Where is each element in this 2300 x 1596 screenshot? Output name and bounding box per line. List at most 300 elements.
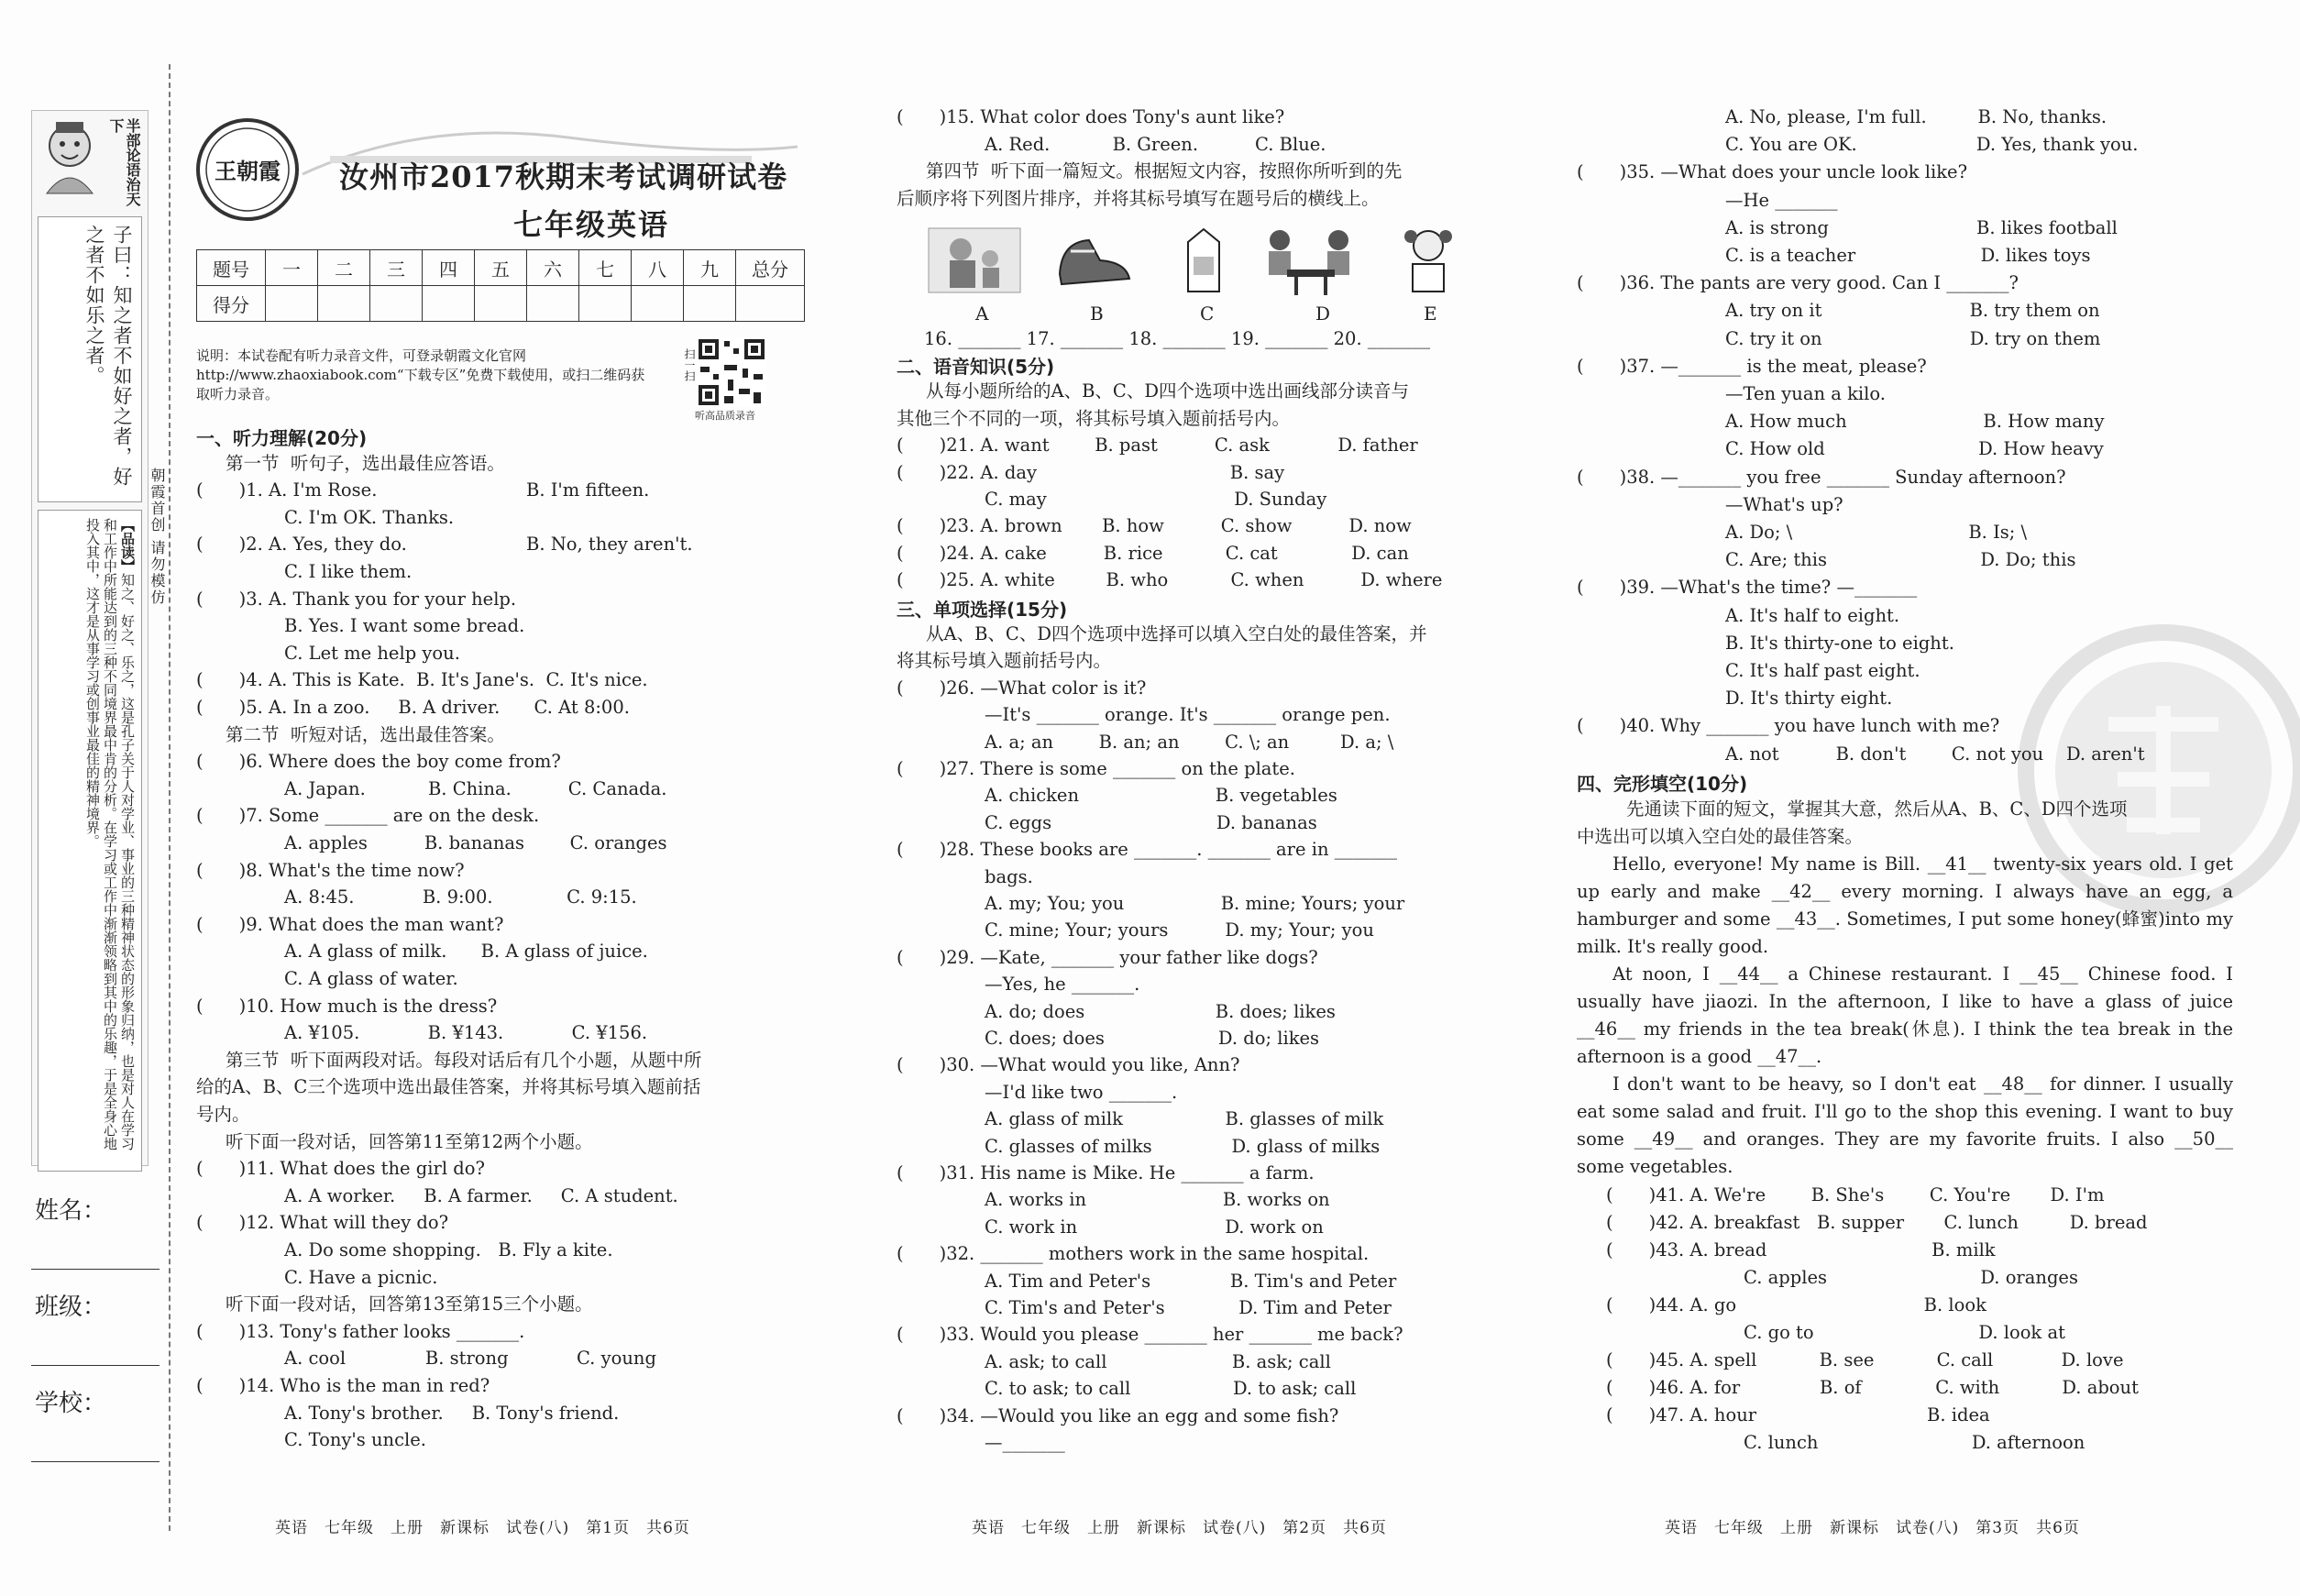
text-line (1626, 797, 2127, 821)
question-line[interactable] (1606, 1210, 2148, 1235)
line-text: ( )1. A. I'm Rose. (196, 479, 378, 501)
text-line (284, 1265, 437, 1290)
line-text: A. apples B. bananas C. oranges (284, 832, 667, 853)
class-label: 班级： (35, 1293, 107, 1321)
line-text: ( )38. —_______ you free _______ Sunday afternoon? (1577, 466, 2066, 488)
line-text: ( )10. How much is the dress? (196, 995, 498, 1017)
picture-label: A (975, 303, 989, 325)
page3-footer: 英语 七年级 上册 新课标 试卷(八) 第3页 共6页 (1665, 1519, 2080, 1537)
text-line (985, 864, 1033, 889)
line-text: C. How old D. How heavy (1725, 438, 2104, 460)
score-cell[interactable] (423, 286, 475, 322)
score-header-row (197, 250, 805, 286)
line-text: ( )47. A. hour B. idea (1606, 1404, 1990, 1425)
line-text: A. Red. B. Green. C. Blue. (985, 133, 1326, 155)
line-text: A. works in B. works on (985, 1189, 1330, 1211)
question-line[interactable] (897, 541, 1409, 566)
question-line[interactable] (897, 513, 1412, 538)
line-text: C. Tim's and Peter's D. Tim and Peter (985, 1297, 1392, 1318)
line-text: C. glasses of milks D. glass of milks (985, 1135, 1381, 1157)
text-line (1725, 326, 2100, 351)
question-line[interactable] (897, 945, 1318, 970)
line-text: 三、单项选择(15分) (897, 598, 1068, 621)
line-text: A. my; You; you B. mine; Yours; your (985, 893, 1405, 914)
picture-row (924, 224, 1511, 325)
text-line (897, 186, 1380, 211)
text-line (284, 613, 524, 638)
line-text: 后顺序将下列图片排序，并将其标号填写在题号后的横线上。 (897, 187, 1380, 209)
line-text: C. lunch D. afternoon (1744, 1432, 2085, 1453)
line-text: 其他三个不同的一项，将其标号填入题前括号内。 (897, 407, 1291, 429)
question-line[interactable] (897, 837, 1397, 862)
line-text: A. How much B. How many (1725, 411, 2105, 433)
section-heading (196, 424, 367, 450)
text-line (985, 783, 1337, 808)
line-text: C. Tony's uncle. (284, 1429, 427, 1451)
line-text: ( )12. What will they do? (196, 1212, 449, 1234)
line-text: ( )37. —_______ is the meat, please? (1577, 355, 1927, 377)
line-text: ( )34. —Would you like an egg and some fish? (897, 1404, 1339, 1426)
text-line (985, 999, 1336, 1024)
score-header-cell: 五 (475, 250, 527, 286)
question-line[interactable] (196, 587, 516, 611)
score-header-cell: 四 (423, 250, 475, 286)
line-text: C. I'm OK. Thanks. (284, 506, 455, 528)
line-text: 四、完形填空(10分) (1577, 772, 1748, 795)
line-text: —Ten yuan a kilo. (1725, 383, 1886, 404)
line-text: ( )8. What's the time now? (196, 859, 465, 881)
text-line (985, 132, 1326, 157)
line-text: A. A glass of milk. B. A glass of juice. (284, 941, 648, 963)
line-text: —It's _______ orange. It's _______ orange pen. (985, 704, 1391, 726)
line-text: ( )28. These books are _______. _______ are in _______ (897, 839, 1397, 861)
text-line (1744, 1430, 2085, 1455)
line-text: 第二节 听短对话，选出最佳答案。 (226, 723, 505, 745)
question-line[interactable] (1606, 1183, 2104, 1207)
text-line (284, 966, 458, 991)
question-line[interactable] (1606, 1293, 1986, 1317)
text-line (1725, 409, 2104, 434)
line-text: A. 8:45. B. 9:00. C. 9:15. (284, 886, 637, 908)
line-text: A. is strong B. likes football (1725, 216, 2118, 238)
question-line[interactable] (196, 1373, 490, 1398)
text-line (897, 406, 1290, 431)
line-text: C. mine; Your; yours D. my; Your; you (985, 919, 1374, 941)
picture-order-blanks[interactable]: 16. _______ 17. _______ 18. _______ 19. _______ 20. _______ (924, 328, 1431, 349)
text-line (985, 1187, 1330, 1212)
line-text: ( )35. —What does your uncle look like? (1577, 161, 1968, 183)
question-line[interactable] (196, 858, 465, 883)
milk-carton-picture-icon (1172, 224, 1236, 297)
line-text: C. to ask; to call D. to ask; call (985, 1378, 1357, 1400)
line-text: C. work in D. work on (985, 1216, 1324, 1238)
line-text: —_______ (985, 1432, 1065, 1453)
question-line[interactable] (1577, 465, 2066, 490)
question-line[interactable] (1577, 270, 2019, 295)
line-text: C. I like them. (284, 561, 413, 582)
line-text: A. Tim and Peter's B. Tim's and Peter (985, 1270, 1397, 1292)
question-line[interactable] (196, 667, 648, 692)
question-line[interactable] (897, 460, 1284, 485)
line-text: 中选出可以填入空白处的最佳答案。 (1577, 826, 1864, 848)
text-line (985, 1134, 1380, 1159)
text-line (1725, 686, 1892, 710)
question-line[interactable] (897, 1322, 1403, 1347)
line-text: —What's up? (1725, 493, 1843, 515)
pindu-label: 【品读】 (119, 518, 136, 573)
cloze-passage-p1: Hello, everyone! My name is Bill. __41__ twenty-six years old. I get up early and make __42__ every morning. I always have an egg, a hamburger and some __43__. Sometimes, I put some honey(蜂蜜)into my milk. It's really good. (1577, 853, 2233, 957)
line-text: 将其标号填入题前括号内。 (897, 650, 1112, 672)
school-label: 学校： (35, 1390, 107, 1417)
line-text: C. may D. Sunday (985, 489, 1327, 510)
line-text: 听下面一段对话，回答第11至第12两个小题。 (226, 1130, 593, 1152)
option-b-text: B. No, they aren't. (526, 534, 693, 556)
line-text: C. Have a picnic. (284, 1266, 438, 1288)
score-cell[interactable] (579, 286, 632, 322)
text-line (985, 891, 1404, 916)
line-text: 先通读下面的短文，掌握其大意，然后从A、B、C、D四个选项 (1626, 798, 2128, 820)
section-heading (897, 595, 1067, 622)
picture-label: B (1090, 303, 1104, 325)
text-line (897, 648, 1111, 673)
line-text: C. eggs D. bananas (985, 811, 1317, 833)
text-line (284, 1183, 678, 1208)
question-line[interactable] (897, 1241, 1369, 1266)
page-1 (0, 0, 871, 1596)
line-text: B. Yes. I want some bread. (284, 615, 525, 637)
score-cell[interactable] (475, 286, 527, 322)
line-text: 一、听力理解(20分) (196, 427, 368, 449)
line-text: ( )44. A. go B. look (1606, 1294, 1986, 1315)
line-text: C. It's half past eight. (1725, 660, 1920, 681)
copyright-strip: 朝霞首创 请勿模仿 (149, 468, 166, 607)
qr-subcaption: 听高品质录音 (695, 410, 755, 422)
question-line[interactable] (897, 105, 1284, 129)
line-text: ( )27. There is some _______ on the plate. (897, 758, 1296, 779)
score-cell[interactable] (266, 286, 318, 322)
question-line[interactable] (1606, 1348, 2123, 1372)
text-line (1725, 631, 1954, 655)
text-line (1725, 132, 2138, 157)
text-line (926, 622, 1426, 646)
line-text: 听下面一段对话，回答第13至第15三个小题。 (226, 1293, 593, 1315)
line-text: A. do; does B. does; likes (985, 1000, 1336, 1022)
option-b-text: B. I'm fifteen. (526, 479, 650, 501)
score-cell[interactable] (684, 286, 736, 322)
question-line[interactable] (196, 695, 630, 720)
text-line (985, 1430, 1065, 1455)
score-table (196, 249, 805, 322)
exam-subject: 七年级英语 (513, 207, 670, 242)
line-text: bags. (985, 865, 1033, 887)
line-text: ( )40. Why _______ you have lunch with me? (1577, 715, 2000, 737)
picture-label: D (1315, 303, 1331, 325)
line-text: A. glass of milk B. glasses of milk (985, 1108, 1384, 1130)
score-header-cell: 八 (632, 250, 684, 286)
line-text: C. go to D. look at (1744, 1322, 2065, 1343)
line-text: ( )3. A. Thank you for your help. (196, 588, 517, 610)
cloze-passage-p2: At noon, I __44__ a Chinese restaurant. I __45__ Chinese food. I usually have jiaozi. In the afternoon, I like to have a glass of juice __46__ my friends in the tea break(休息). I think the tea break in the afternoon is a good __47__. (1577, 963, 2233, 1067)
text-line (985, 918, 1374, 942)
line-text: ( )25. A. white B. who C. when D. where (897, 569, 1443, 591)
question-line[interactable] (897, 1403, 1338, 1428)
line-text: C. does; does D. do; likes (985, 1028, 1320, 1049)
score-header-cell: 九 (684, 250, 736, 286)
line-text: ( )24. A. cake B. rice C. cat D. can (897, 542, 1409, 564)
line-text: ( )13. Tony's father looks _______. (196, 1320, 525, 1342)
section-heading (1577, 769, 1747, 796)
line-text: A. try on it B. try them on (1725, 300, 2100, 322)
line-text: 第三节 听下面两段对话。每段对话后有几个小题，从题中所 (226, 1049, 702, 1071)
sidebar-logo-text: 半部论语治天下 (107, 118, 141, 206)
score-header-cell: 三 (370, 250, 423, 286)
line-text: B. It's thirty-one to eight. (1725, 632, 1954, 654)
text-line (226, 451, 505, 476)
text-line (284, 505, 454, 530)
line-text: A. No, please, I'm full. B. No, thanks. (1725, 106, 2107, 127)
line-text: 第一节 听句子，选出最佳应答语。 (226, 452, 505, 474)
line-text: ( )31. His name is Mike. He _______ a farm. (897, 1162, 1315, 1183)
line-text: C. Are; this D. Do; this (1725, 549, 2076, 571)
line-text: A. ¥105. B. ¥143. C. ¥156. (284, 1022, 648, 1044)
line-text: ( )32. _______ mothers work in the same hospital. (897, 1243, 1370, 1265)
picture-label: E (1424, 303, 1437, 325)
line-text: ( )2. A. Yes, they do. (196, 534, 407, 556)
section-heading (897, 352, 1054, 379)
text-line (985, 702, 1391, 727)
line-text: ( )46. A. for B. of C. with D. about (1606, 1377, 2139, 1398)
score-cell[interactable] (370, 286, 423, 322)
text-line (1725, 243, 2091, 268)
line-text: A. Do some shopping. B. Fly a kite. (284, 1239, 613, 1260)
score-header-cell: 七 (579, 250, 632, 286)
line-text: ( )11. What does the girl do? (196, 1158, 485, 1180)
text-line (284, 559, 412, 584)
line-text: C. apples D. oranges (1744, 1267, 2078, 1288)
text-line (1725, 603, 1899, 628)
question-line[interactable] (897, 1161, 1315, 1185)
brand-seal-text: 王朝霞 (215, 158, 281, 184)
text-line (985, 1106, 1383, 1131)
text-line (1577, 824, 1863, 849)
text-line (226, 1048, 701, 1073)
text-line (985, 1295, 1392, 1320)
line-text: A. Japan. B. China. C. Canada. (284, 777, 667, 799)
question-line[interactable] (897, 433, 1418, 457)
line-text: ( )41. A. We're B. She's C. You're D. I'm (1606, 1184, 2105, 1205)
question-line[interactable] (897, 756, 1295, 781)
line-text: A. Do; \ B. Is; \ (1725, 522, 2028, 543)
brand-seal-icon (193, 115, 303, 225)
text-line (1725, 658, 1920, 683)
line-text: C. A glass of water. (284, 968, 458, 989)
text-line (284, 831, 667, 855)
text-line (284, 1346, 656, 1370)
confucius-quote: 子曰：知之者不如好之者，好之者不如乐之者。 (83, 225, 133, 487)
score-cell[interactable] (632, 286, 684, 322)
line-text: 号内。 (196, 1104, 250, 1125)
page1-footer: 英语 七年级 上册 新课标 试卷(八) 第1页 共6页 (275, 1519, 690, 1537)
text-line (1725, 105, 2107, 129)
text-line (1725, 436, 2104, 461)
score-cell[interactable] (736, 286, 805, 322)
line-text: ( )26. —What color is it? (897, 677, 1147, 699)
line-text: 给的A、B、C三个选项中选出最佳答案，并将其标号填入题前括 (196, 1076, 701, 1098)
line-text: ( )4. A. This is Kate. B. It's Jane's. C. It's nice. (196, 669, 648, 691)
text-line (985, 972, 1139, 996)
text-line (284, 641, 460, 666)
score-header-cell: 题号 (197, 250, 266, 286)
score-cell[interactable] (318, 286, 370, 322)
score-value-row (197, 286, 805, 322)
exam-title: 汝州市2017秋期末考试调研试卷 (339, 160, 788, 194)
question-line[interactable] (196, 478, 650, 502)
line-text: C. is a teacher D. likes toys (1725, 245, 2091, 266)
question-line[interactable] (1606, 1403, 1990, 1427)
text-line (1725, 298, 2100, 323)
picture-label: C (1200, 303, 1215, 325)
text-line (985, 1080, 1177, 1105)
cloze-passage-p3: I don't want to be heavy, so I don't eat __48__ for dinner. I usually eat some salad and fruit. I'll go to the shop this evening. I want to buy some __49__ and oranges. They are my favorite fruits. I also __50__ some vegetables. (1577, 1073, 2233, 1177)
text-line (284, 776, 666, 801)
text-line (985, 1349, 1331, 1374)
question-line[interactable] (196, 1319, 524, 1344)
mother-reading-picture-icon (924, 224, 1025, 297)
line-text: A. Tony's brother. B. Tony's friend. (284, 1402, 620, 1424)
pindu-text: 知之、好之、乐之，这是孔子关于人对学业、事业的三种精神状态的形象归纳，也是对人在学习和工作中所能达到的三种不同境界最中肯的分析。在学习或工作中渐渐领略到其中的乐趣，于是全身心地投入其中，这才是从事学习或创事业最佳的精神境界。 (84, 518, 136, 1150)
line-text: —I'd like two _______. (985, 1081, 1178, 1103)
question-line[interactable] (897, 567, 1442, 592)
question-line[interactable] (196, 803, 539, 828)
question-line[interactable] (1577, 160, 1967, 184)
question-line[interactable] (1577, 354, 1927, 379)
instructions-note: 说明：本试卷配有听力录音文件，可登录朝霞文化官网http://www.zhaoxiabook.com“下载专区”免费下载使用，或扫二维码获取听力录音。 (196, 347, 645, 402)
line-text: ( )22. A. day B. say (897, 461, 1285, 483)
line-text: 二、语音知识(5分) (897, 356, 1055, 378)
text-line (284, 939, 648, 963)
line-text: —He _______ (1725, 189, 1838, 211)
text-line (284, 1020, 647, 1045)
line-text: A. not B. don't C. not you D. aren't (1725, 743, 2145, 765)
line-text: ( )6. Where does the boy come from? (196, 751, 561, 773)
text-line (284, 1238, 613, 1262)
line-text: —Yes, he _______. (985, 974, 1140, 996)
question-line[interactable] (196, 532, 693, 556)
text-line (1744, 1265, 2078, 1290)
text-line (226, 1292, 593, 1316)
text-line (926, 379, 1409, 403)
line-text: A. a; an B. an; an C. \; an D. a; \ (985, 731, 1394, 753)
line-text: ( )14. Who is the man in red? (196, 1375, 490, 1396)
text-line (1725, 188, 1838, 213)
qr-caption: 扫一扫 (683, 348, 696, 381)
page2-footer: 英语 七年级 上册 新课标 试卷(八) 第2页 共6页 (972, 1519, 1387, 1537)
text-line (284, 1427, 426, 1452)
question-line[interactable] (196, 912, 503, 937)
line-text: 从每小题所给的A、B、C、D四个选项中选出画线部分读音与 (926, 380, 1409, 402)
text-line (1725, 381, 1886, 406)
text-line (985, 1026, 1319, 1051)
question-line[interactable] (1577, 713, 1999, 738)
line-text: A. ask; to call B. ask; call (985, 1350, 1331, 1372)
line-text: A. cool B. strong C. young (284, 1348, 656, 1370)
line-text: ( )45. A. spell B. see C. call D. love (1606, 1349, 2124, 1370)
text-line (985, 810, 1317, 835)
text-line (226, 722, 505, 747)
qr-code-icon[interactable] (697, 337, 766, 407)
line-text: ( )29. —Kate, _______ your father like dogs? (897, 946, 1318, 968)
score-row-label: 得分 (197, 286, 266, 322)
text-line (196, 1074, 700, 1099)
line-text: C. try it on D. try on them (1725, 327, 2101, 349)
kids-eating-picture-icon (1254, 224, 1364, 297)
text-line (1725, 547, 2075, 572)
question-line[interactable] (1606, 1238, 1996, 1262)
question-line[interactable] (897, 676, 1146, 700)
question-line[interactable] (897, 1052, 1240, 1077)
text-line (196, 1102, 250, 1127)
text-line (985, 487, 1326, 512)
text-line (1744, 1320, 2065, 1345)
line-text: ( )36. The pants are very good. Can I _______? (1577, 272, 2019, 294)
text-line (226, 1129, 593, 1154)
text-line (985, 1376, 1356, 1401)
question-line[interactable] (1577, 575, 1917, 600)
line-text: ( )43. A. bread B. milk (1606, 1239, 1996, 1260)
score-header-cell: 总分 (736, 250, 805, 286)
text-line (284, 885, 637, 909)
line-text: ( )5. A. In a zoo. B. A driver. C. At 8:00. (196, 697, 630, 718)
question-line[interactable] (196, 749, 561, 774)
text-line (985, 1269, 1396, 1293)
score-header-cell: 六 (527, 250, 579, 286)
line-text: ( )42. A. breakfast B. supper C. lunch D. bread (1606, 1212, 2148, 1233)
line-text: ( )23. A. brown B. how C. show D. now (897, 515, 1412, 537)
text-line (985, 730, 1393, 754)
line-text: D. It's thirty eight. (1725, 688, 1893, 710)
text-line (985, 1215, 1324, 1239)
girl-reading-picture-icon (1387, 224, 1469, 297)
shoes-picture-icon (1052, 224, 1135, 297)
name-label: 姓名： (35, 1197, 107, 1225)
question-line[interactable] (196, 1156, 485, 1181)
line-text: ( )7. Some _______ are on the desk. (196, 805, 540, 827)
text-line (284, 1401, 619, 1425)
line-text: A. A worker. B. A farmer. C. A student. (284, 1184, 678, 1206)
line-text: ( )21. A. want B. past C. ask D. father (897, 435, 1418, 457)
question-line[interactable] (196, 1210, 448, 1235)
line-text: ( )9. What does the man want? (196, 913, 504, 935)
line-text: ( )39. —What's the time? —_______ (1577, 577, 1918, 599)
line-text: A. chicken B. vegetables (985, 785, 1337, 807)
text-line (926, 159, 1402, 183)
question-line[interactable] (1606, 1375, 2139, 1400)
line-text: C. You are OK. D. Yes, thank you. (1725, 134, 2139, 156)
line-text: A. It's half to eight. (1725, 604, 1900, 626)
score-cell[interactable] (527, 286, 579, 322)
score-header-cell: 二 (318, 250, 370, 286)
question-line[interactable] (196, 994, 497, 1018)
text-line (1725, 215, 2118, 240)
score-header-cell: 一 (266, 250, 318, 286)
line-text: 从A、B、C、D四个选项中选择可以填入空白处的最佳答案，并 (926, 623, 1427, 644)
line-text: ( )33. Would you please _______ her _______ me back? (897, 1324, 1403, 1346)
line-text: C. Let me help you. (284, 642, 460, 664)
text-line (1725, 520, 2027, 545)
line-text: ( )30. —What would you like, Ann? (897, 1054, 1240, 1076)
text-line (1725, 492, 1843, 517)
text-line (1725, 742, 2145, 766)
